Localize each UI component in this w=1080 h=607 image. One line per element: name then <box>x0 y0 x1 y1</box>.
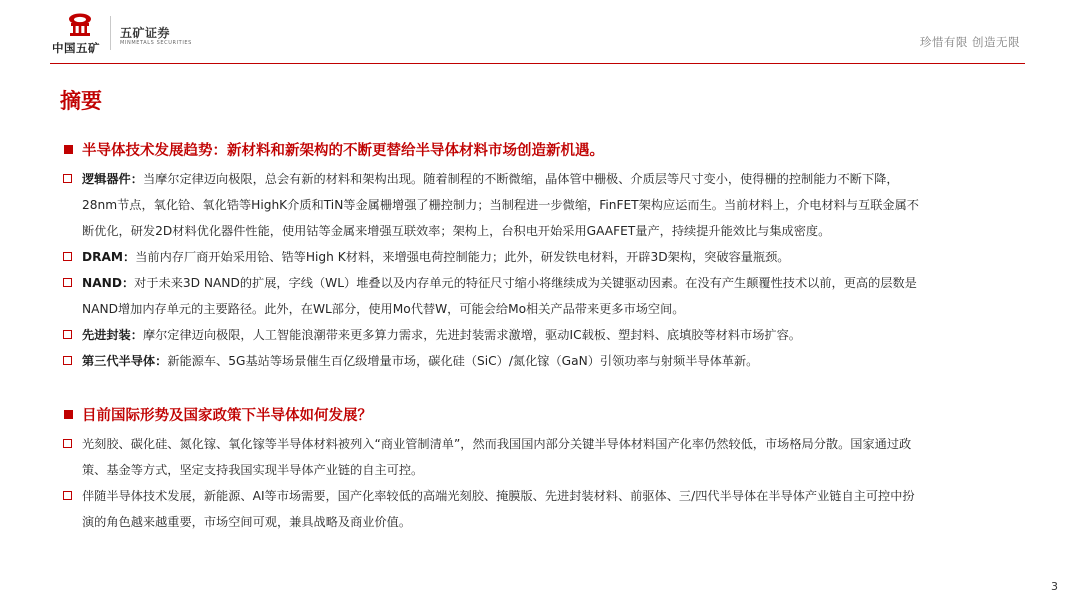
item-line <box>82 270 1030 296</box>
list-item <box>60 322 1030 348</box>
item-label: DRAM： <box>82 250 136 264</box>
list-item <box>60 348 1030 374</box>
item-text: 当摩尔定律迈向极限，总会有新的材料和架构出现。随着制程的不断微缩，晶体管中栅极、介质层等尺寸变小，使得栅的控制能力不断下降， <box>142 172 899 186</box>
list-item <box>60 483 1030 535</box>
square-bullet-icon <box>64 145 73 154</box>
item-line <box>82 244 1030 270</box>
square-bullet-icon <box>64 410 73 419</box>
logo-text: 中国五矿 <box>52 41 100 55</box>
item-label: 逻辑器件： <box>82 172 143 186</box>
list-item <box>60 431 1030 483</box>
item-line: NAND增加内存单元的主要路径。此外，在WL部分，使用Mo代替W，可能会给Mo相关产品带来更多市场空间。 <box>82 302 685 316</box>
page-header <box>0 0 1080 66</box>
item-line: 策、基金等方式，坚定支持我国实现半导体产业链的自主可控。 <box>82 463 424 477</box>
section-policy <box>60 404 1030 535</box>
item-line <box>82 166 1030 192</box>
item-label: 先进封装： <box>82 328 143 342</box>
list-item <box>60 270 1030 322</box>
item-text: 当前内存厂商开始采用铪、锆等High K材料，来增强电荷控制能力；此外，研发铁电材料，开辟3D架构，突破容量瓶颈。 <box>135 250 790 264</box>
header-divider <box>50 63 1025 64</box>
item-line <box>82 322 1030 348</box>
hollow-square-bullet-icon <box>63 356 72 365</box>
header-slogan: 珍惜有限 创造无限 <box>919 35 1020 49</box>
hollow-square-bullet-icon <box>63 278 72 287</box>
item-line: 断优化，研发2D材料优化器件性能，使用钴等金属来增强互联效率；架构上，台积电开始采用GAAFET量产，持续提升能效比与集成密度。 <box>82 224 831 238</box>
brand-name-en: MINMETALS SECURITIES <box>120 40 192 46</box>
section-heading <box>60 139 1030 163</box>
brand-name: 五矿证券 <box>120 26 171 40</box>
item-line: 演的角色越来越重要，市场空间可观，兼具战略及商业价值。 <box>82 515 412 529</box>
item-line: 28nm节点，氧化铪、氧化锆等HighK介质和TiN等金属栅增强了栅控制力；当制程进一步微缩，FinFET架构应运而生。当前材料上，介电材料与互联金属不 <box>82 198 919 212</box>
item-line: 伴随半导体技术发展，新能源、AI等市场需要，国产化率较低的高端光刻胶、掩膜版、先进封装材料、前驱体、三/四代半导体在半导体产业链自主可控中扮 <box>82 489 915 503</box>
section-heading <box>60 404 1030 428</box>
hollow-square-bullet-icon <box>63 252 72 261</box>
item-text: 摩尔定律迈向极限，人工智能浪潮带来更多算力需求，先进封装需求激增，驱动IC载板、塑封料、底填胶等材料市场扩容。 <box>142 328 801 342</box>
hollow-square-bullet-icon <box>63 491 72 500</box>
item-line <box>82 348 1030 374</box>
section-title: 半导体技术发展趋势：新材料和新架构的不断更替给半导体材料市场创造新机遇。 <box>82 143 604 159</box>
item-text: 对于未来3D NAND的扩展，字线（WL）堆叠以及内存单元的特征尺寸缩小将继续成为关键驱动因素。在没有产生颠覆性技术以前，更高的层数是 <box>134 276 917 290</box>
page-title: 摘要 <box>60 89 102 113</box>
minmetals-logo-icon <box>66 12 94 38</box>
item-label: 第三代半导体： <box>82 354 168 368</box>
hollow-square-bullet-icon <box>63 174 72 183</box>
item-label: NAND： <box>82 276 135 290</box>
list-item <box>60 166 1030 244</box>
page-number: 3 <box>1051 580 1058 593</box>
hollow-square-bullet-icon <box>63 439 72 448</box>
list-item <box>60 244 1030 270</box>
logo-divider <box>110 16 111 50</box>
item-line: 光刻胶、碳化硅、氮化镓、氧化镓等半导体材料被列入“商业管制清单”，然而我国国内部分关键半导体材料国产化率仍然较低，市场格局分散。国家通过政 <box>82 437 912 451</box>
hollow-square-bullet-icon <box>63 330 72 339</box>
section-title: 目前国际形势及国家政策下半导体如何发展？ <box>82 408 372 424</box>
section-trends <box>60 139 1030 374</box>
item-text: 新能源车、5G基站等场景催生百亿级增量市场，碳化硅（SiC）/氮化镓（GaN）引领功率与射频半导体革新。 <box>167 354 759 368</box>
